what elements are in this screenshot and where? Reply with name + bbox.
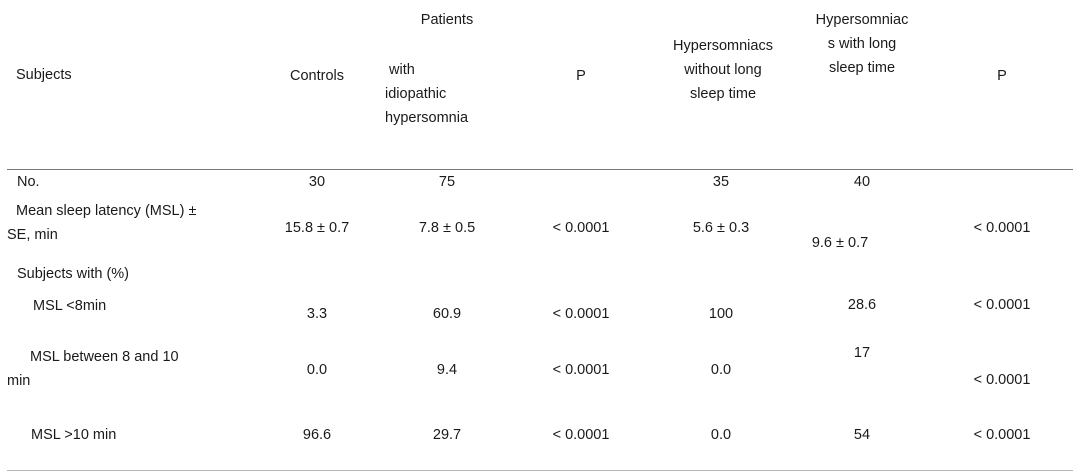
col-header-patients-group: Patients (420, 12, 474, 28)
cell-msl-lt8-p1: < 0.0001 (552, 306, 610, 322)
col-header-patients (385, 58, 468, 130)
cell-msl-8-10-p2: < 0.0001 (973, 372, 1031, 388)
header-line: sleep time (828, 60, 896, 76)
col-header-p1: P (576, 68, 586, 84)
header-rule (7, 169, 1073, 170)
cell-msl-p2: < 0.0001 (973, 220, 1031, 236)
col-header-hypersomniacs-without-long-sleep (673, 34, 773, 106)
cell-no-hyper-long: 40 (853, 174, 871, 190)
cell-no-patients: 75 (438, 174, 456, 190)
cell-msl-lt8-patients: 60.9 (432, 306, 462, 322)
cell-msl-gt10-controls: 96.6 (302, 427, 332, 443)
col-header-controls: Controls (290, 68, 344, 84)
cell-msl-gt10-p1: < 0.0001 (552, 427, 610, 443)
cell-msl-8-10-hyper-long: 17 (853, 345, 871, 361)
header-line: idiopathic (385, 86, 447, 102)
col-header-hypersomniacs-with-long-sleep (816, 8, 909, 80)
cell-msl-8-10-hyper-no-long: 0.0 (710, 362, 732, 378)
label-line: SE, min (7, 227, 58, 243)
row-label-no: No. (17, 174, 40, 190)
header-line: Hypersomniacs (673, 38, 773, 54)
label-line: min (7, 373, 31, 389)
row-label-mean-sleep-latency (7, 199, 196, 247)
cell-msl-patients: 7.8 ± 0.5 (418, 220, 476, 236)
cell-msl-lt8-hyper-no-long: 100 (708, 306, 734, 322)
cell-msl-8-10-p1: < 0.0001 (552, 362, 610, 378)
header-line: s with long (827, 36, 897, 52)
cell-msl-controls: 15.8 ± 0.7 (284, 220, 350, 236)
cell-msl-lt8-controls: 3.3 (306, 306, 328, 322)
row-label-msl-gt10: MSL >10 min (31, 427, 117, 443)
col-header-p2: P (997, 68, 1007, 84)
cell-msl-lt8-p2: < 0.0001 (973, 297, 1031, 313)
header-line: Hypersomniac (815, 12, 909, 28)
cell-msl-gt10-patients: 29.7 (432, 427, 462, 443)
cell-msl-p1: < 0.0001 (552, 220, 610, 236)
cell-msl-gt10-hyper-no-long: 0.0 (710, 427, 732, 443)
cell-msl-8-10-controls: 0.0 (306, 362, 328, 378)
cell-no-controls: 30 (308, 174, 326, 190)
row-label-msl-8-10 (7, 345, 179, 393)
header-line: without long (684, 62, 762, 78)
label-line: MSL between 8 and 10 (30, 349, 179, 365)
cell-msl-hyper-long: 9.6 ± 0.7 (811, 235, 869, 251)
bottom-rule (7, 470, 1073, 471)
header-line: hypersomnia (385, 110, 469, 126)
header-line: with (389, 62, 415, 78)
row-label-subjects-with: Subjects with (%) (17, 266, 130, 282)
cell-msl-hyper-no-long: 5.6 ± 0.3 (692, 220, 750, 236)
cell-msl-8-10-patients: 9.4 (436, 362, 458, 378)
label-line: Mean sleep latency (MSL) ± (16, 203, 197, 219)
row-label-msl-lt8: MSL <8min (33, 298, 107, 314)
cell-no-hyper-no-long: 35 (712, 174, 730, 190)
cell-msl-gt10-p2: < 0.0001 (973, 427, 1031, 443)
cell-msl-gt10-hyper-long: 54 (853, 427, 871, 443)
header-line: sleep time (689, 86, 757, 102)
cell-msl-lt8-hyper-long: 28.6 (847, 297, 877, 313)
col-header-subjects: Subjects (16, 67, 72, 83)
